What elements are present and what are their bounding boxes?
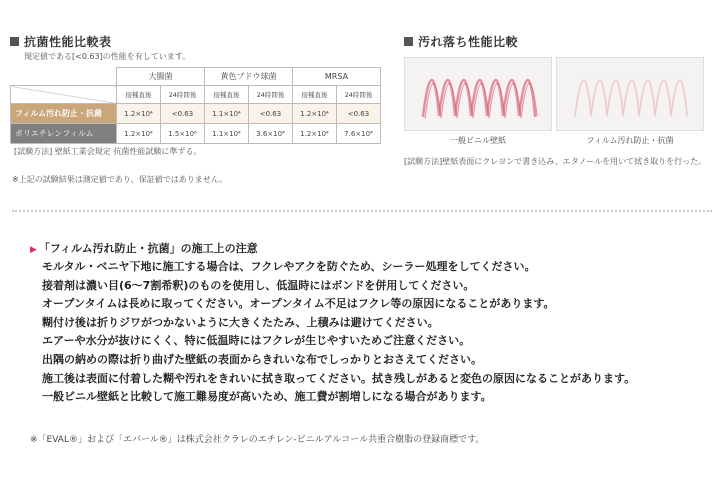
table-cell: 1.5×10⁶ — [161, 124, 205, 144]
table-cell: 1.2×10⁴ — [293, 124, 337, 144]
subheader-cell: 接種直後 — [293, 86, 337, 104]
note-item: オープンタイムは長めに取ってください。オープンタイム不足はフクレ等の原因になることがあります。 — [42, 297, 555, 311]
row-label: フィルム汚れ防止・抗菌 — [11, 104, 117, 124]
antibacterial-disclaimer: ※上記の試験結果は測定値であり、保証値ではありません。 — [12, 175, 228, 184]
subheader-cell: 24時間後 — [161, 86, 205, 104]
vinyl-wallpaper-photo — [404, 57, 552, 131]
square-bullet-icon — [10, 37, 19, 46]
trademark-footnote: ※「EVAL®」および「エバール®」は株式会社クラレのエチレン-ビニルアルコール共重合樹脂の登録商標です。 — [30, 435, 485, 445]
stain-title — [404, 33, 518, 50]
table-cell: 1.1×10⁴ — [205, 104, 249, 124]
table-cell: 1.2×10⁴ — [117, 124, 161, 144]
dotted-divider — [12, 210, 712, 212]
subheader-cell: 接種直後 — [117, 86, 161, 104]
note-item: 糊付け後は折りジワがつかないように大きくたたみ、上積みは避けてください。 — [42, 315, 439, 329]
table-header-row — [11, 68, 381, 86]
diagonal-cell — [11, 86, 117, 104]
note-item: 一般ビニル壁紙と比較して施工難易度が高いため、施工費が割増しになる場合があります。 — [42, 390, 492, 404]
antibacterial-title — [10, 33, 112, 50]
table-cell: <0.63 — [161, 104, 205, 124]
stain-method: [試験方法]壁紙表面にクレヨンで書き込み、エタノールを用いて拭き取りを行った。 — [404, 157, 707, 166]
film-wallpaper-photo — [556, 57, 704, 131]
table-cell: 3.6×10⁴ — [249, 124, 293, 144]
antibacterial-subtitle: 規定値である[<0.63]の性能を有しています。 — [24, 52, 191, 61]
note-item: モルタル・ベニヤ下地に施工する場合は、フクレやアクを防ぐため、シーラー処理をしてください。 — [42, 260, 536, 273]
subheader-cell: 24時間後 — [337, 86, 381, 104]
subheader-cell: 24時間後 — [249, 86, 293, 104]
antibacterial-table — [10, 67, 381, 144]
crayon-scribble-heavy-image — [405, 58, 552, 131]
film-wallpaper-caption: フィルム汚れ防止・抗菌 — [586, 136, 674, 145]
table-row — [11, 124, 381, 144]
note-item: エアーや水分が抜けにくく、特に低温時にはフクレが生じやすいためご注意ください。 — [42, 334, 471, 348]
table-cell: 1.2×10⁴ — [117, 104, 161, 124]
notes-title-text: 「フィルム汚れ防止・抗菌」の施工上の注意 — [38, 242, 258, 255]
table-cell: 7.6×10⁴ — [337, 124, 381, 144]
vinyl-wallpaper-caption: 一般ビニル壁紙 — [450, 136, 506, 145]
table-cell: <0.63 — [337, 104, 381, 124]
group-header: 大腸菌 — [117, 68, 205, 86]
row-label: ポリエチレンフィルム — [11, 124, 117, 144]
triangle-bullet-icon: ▶ — [30, 245, 37, 255]
group-header: MRSA — [293, 68, 381, 86]
table-subheader-row — [11, 86, 381, 104]
notes-list — [42, 258, 635, 407]
antibacterial-title-text: 抗菌性能比較表 — [24, 35, 112, 49]
table-row — [11, 104, 381, 124]
table-corner — [11, 68, 117, 86]
note-item: 出隅の納めの際は折り曲げた壁紙の表面からきれいな布でしっかりとおさえてください。 — [42, 352, 482, 366]
note-item: 接着剤は濃い目(6～7割希釈)のものを使用し、低温時にはボンドを併用してください。 — [42, 278, 475, 292]
antibacterial-method: [試験方法] 壁紙工業会規定 抗菌性能試験に準ずる。 — [14, 147, 202, 156]
square-bullet-icon — [404, 37, 413, 46]
group-header: 黄色ブドウ球菌 — [205, 68, 293, 86]
subheader-cell: 接種直後 — [205, 86, 249, 104]
stain-title-text: 汚れ落ち性能比較 — [418, 35, 519, 49]
notes-title — [30, 240, 258, 256]
note-item: 施工後は表面に付着した糊や汚れをきれいに拭き取ってください。拭き残しがあると変色の原因になることがあります。 — [42, 371, 636, 385]
table-cell: <0.63 — [249, 104, 293, 124]
crayon-scribble-faint-image — [557, 58, 704, 131]
table-cell: 1.2×10⁴ — [293, 104, 337, 124]
table-cell: 1.1×10⁴ — [205, 124, 249, 144]
